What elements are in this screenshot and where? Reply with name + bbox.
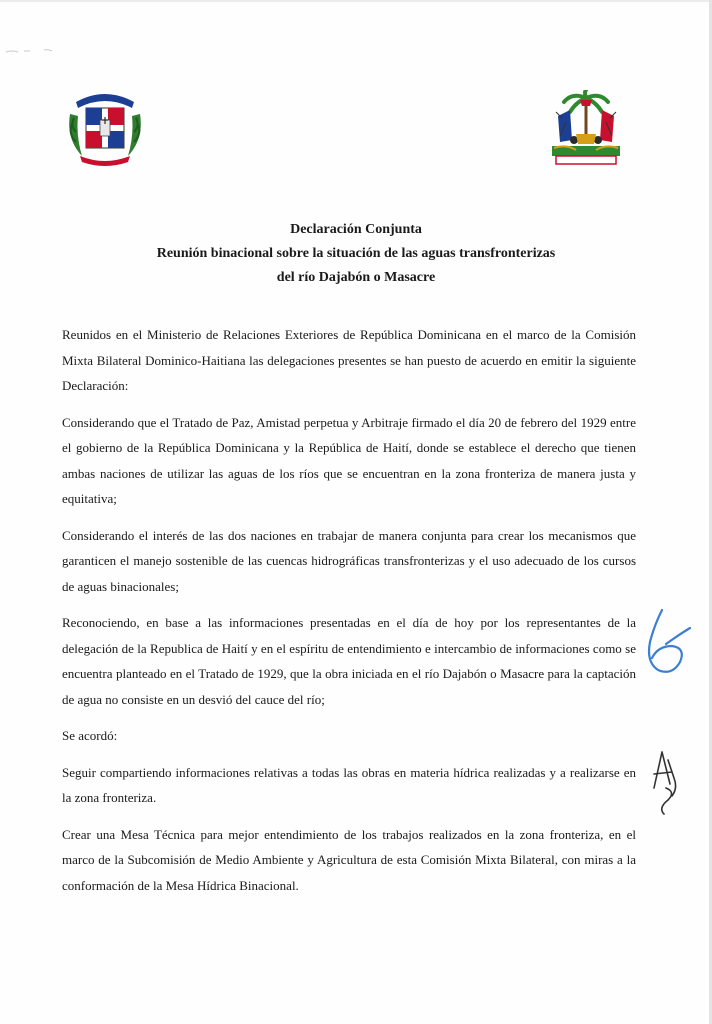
paragraph-intro: Reunidos en el Ministerio de Relaciones Exteriores de República Dominicana en el marco de la Comisión Mixta Bilateral Dominico-Haitiana las delegaciones presentes se han puesto de acuerdo en emitir la siguiente Declaración: <box>62 327 636 393</box>
paragraph-considering-interest: Considerando el interés de las dos naciones en trabajar de manera conjunta para crear los mecanismos que garanticen el manejo sostenible de las cuencas hidrográficas transfronterizas y el uso adecuado de los cursos de aguas binacionales; <box>62 527 636 594</box>
dominican-republic-coat-of-arms-icon <box>62 84 148 170</box>
document-title: Declaración Conjunta <box>290 222 422 237</box>
document-subtitle-line-1: Reunión binacional sobre la situación de las aguas transfronterizas <box>156 246 556 261</box>
scan-edge-top <box>0 0 712 2</box>
paragraph-agreed: Se acordó: <box>62 728 118 743</box>
document-subtitle-line-2: del río Dajabón o Masacre <box>276 270 436 285</box>
document-body <box>62 322 636 909</box>
paragraph-agreement-2: Crear una Mesa Técnica para mejor entendimiento de los trabajos realizados en la zona fronteriza, en el marco de la Subcomisión de Medio Ambiente y Agricultura de esta Comisión Mixta Bilateral, con miras a la conformación de la Mesa Hídrica Binacional. <box>62 826 636 893</box>
handwritten-initial-blue <box>636 606 694 676</box>
paragraph-recognizing: Reconociendo, en base a las informaciones presentadas en el día de hoy por los representantes de la delegación de la Republica de Haití y en el espíritu de entendimiento e intercambio de informaciones como se encuentra planteado en el Tratado de 1929, que la obra iniciada en el río Dajabón o Masacre para la captación de agua no consiste en un desvió del cauce del río; <box>62 615 636 707</box>
paragraph-agreement-1: Seguir compartiendo informaciones relativas a todas las obras en materia hídrica realizadas y a realizarse en la zona fronteriza. <box>62 764 636 805</box>
title-block <box>60 218 652 290</box>
haiti-coat-of-arms-icon <box>536 90 636 172</box>
scan-smudge <box>4 46 58 56</box>
paragraph-considering-treaty: Considerando que el Tratado de Paz, Amistad perpetua y Arbitraje firmado el día 20 de febrero del 1929 entre el gobierno de la República Dominicana y la República de Haití, donde se establece el derecho que tienen ambas naciones de utilizar las aguas de los ríos que se encuentran en la zona fronteriza de manera justa y equitativa; <box>62 414 636 506</box>
handwritten-initials <box>644 748 684 828</box>
